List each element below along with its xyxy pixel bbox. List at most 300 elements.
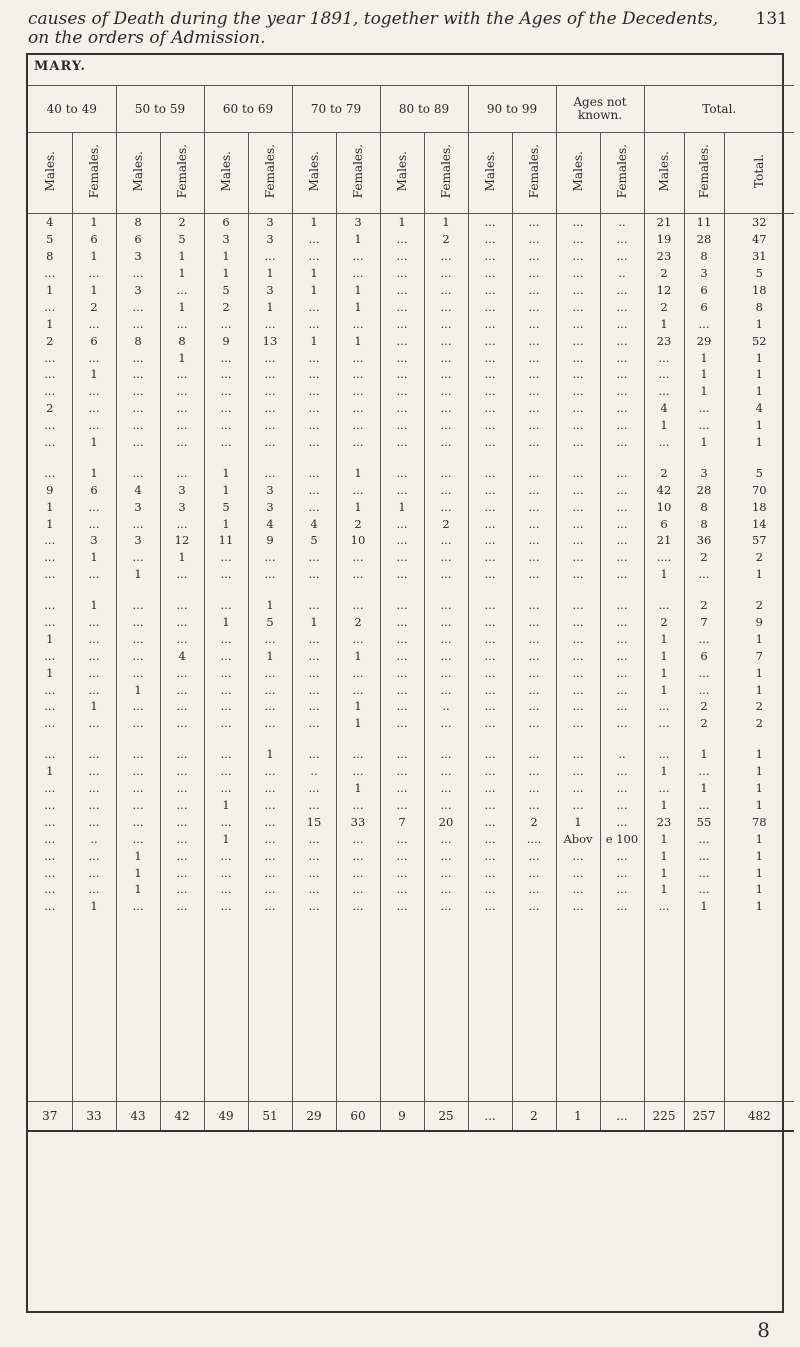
- table-cell: 52: [724, 332, 794, 349]
- table-cell: ...: [44, 418, 56, 433]
- table-cell: ...: [380, 830, 424, 847]
- table-cell: ...: [204, 813, 248, 830]
- table-cell: 1: [644, 566, 684, 583]
- table-cell: ...: [380, 282, 424, 299]
- table-cell: 1: [724, 383, 794, 400]
- table-cell: ...: [336, 630, 380, 647]
- table-cell: ...: [204, 434, 248, 451]
- table-cell: ...: [116, 349, 160, 366]
- table-cell: ...: [556, 746, 600, 763]
- table-cell: 19: [644, 231, 684, 248]
- table-cell: ...: [204, 597, 248, 614]
- column-header: [28, 133, 72, 214]
- table-row: [28, 315, 794, 332]
- table-cell: ...: [248, 830, 292, 847]
- table-cell: ...: [512, 481, 556, 498]
- table-cell: 1: [72, 366, 116, 383]
- table-row: [28, 349, 794, 366]
- table-cell: 14: [724, 515, 794, 532]
- table-cell: ...: [380, 298, 424, 315]
- table-cell: ...: [556, 366, 600, 383]
- table-cell: ...: [292, 464, 336, 481]
- table-cell: ...: [72, 498, 116, 515]
- table-cell: ...: [512, 298, 556, 315]
- table-cell: ...: [292, 597, 336, 614]
- table-cell: ...: [684, 881, 724, 898]
- table-cell: 1: [644, 315, 684, 332]
- header-line-1: causes of Death during the year 1891, together with the Ages of the Decedents,: [28, 9, 719, 29]
- table-cell: ...: [44, 814, 56, 829]
- table-cell: ...: [556, 847, 600, 864]
- table-row: [28, 630, 794, 647]
- table-cell: 36: [684, 532, 724, 549]
- table-cell: ...: [424, 597, 468, 614]
- table-cell: ...: [556, 780, 600, 797]
- table-cell: ...: [72, 797, 116, 814]
- table-cell: ...: [600, 780, 644, 797]
- table-cell: ...: [248, 797, 292, 814]
- table-cell: 1: [684, 434, 724, 451]
- table-cell: ...: [44, 533, 56, 548]
- table-cell: ...: [72, 746, 116, 763]
- table-cell: ...: [248, 366, 292, 383]
- table-cell: ...: [44, 648, 56, 663]
- table-cell: ...: [292, 400, 336, 417]
- table-cell: ...: [512, 315, 556, 332]
- table-cell: 1: [724, 349, 794, 366]
- table-cell: 2: [160, 214, 204, 231]
- table-cell: 1: [644, 417, 684, 434]
- table-cell: ...: [204, 417, 248, 434]
- page-header: [28, 10, 788, 48]
- column-header: [72, 133, 116, 214]
- table-cell: 28: [684, 231, 724, 248]
- table-cell: 1: [160, 549, 204, 566]
- table-cell: ...: [512, 763, 556, 780]
- table-cell: ...: [72, 349, 116, 366]
- table-cell: ...: [424, 332, 468, 349]
- table-cell: 1: [644, 847, 684, 864]
- total-cell: 1: [556, 1101, 600, 1131]
- table-cell: ...: [380, 383, 424, 400]
- table-cell: ...: [468, 214, 512, 231]
- table-cell: ...: [116, 597, 160, 614]
- table-cell: ...: [556, 282, 600, 299]
- table-cell: ...: [116, 515, 160, 532]
- table-cell: ...: [556, 549, 600, 566]
- table-cell: ...: [248, 715, 292, 732]
- table-cell: 9: [724, 614, 794, 631]
- table-cell: 9: [204, 332, 248, 349]
- table-cell: ...: [292, 481, 336, 498]
- table-cell: ...: [468, 383, 512, 400]
- table-cell: ...: [468, 265, 512, 282]
- table-cell: ...: [600, 549, 644, 566]
- table-cell: ...: [72, 780, 116, 797]
- table-row: [28, 664, 794, 681]
- table-cell: 2: [424, 231, 468, 248]
- table-cell: ..: [72, 830, 116, 847]
- table-cell: 1: [248, 746, 292, 763]
- table-cell: ...: [424, 647, 468, 664]
- table-cell: ...: [292, 681, 336, 698]
- table-cell: 1: [724, 847, 794, 864]
- table-cell: ...: [380, 715, 424, 732]
- table-cell: ...: [468, 647, 512, 664]
- table-cell: 6: [72, 231, 116, 248]
- table-cell: ...: [424, 532, 468, 549]
- table-cell: ...: [644, 698, 684, 715]
- table-cell: 1: [684, 780, 724, 797]
- table-cell: 1: [644, 647, 684, 664]
- table-cell: ...: [468, 349, 512, 366]
- table-cell: ...: [292, 566, 336, 583]
- table-cell: ...: [204, 566, 248, 583]
- table-cell: 2: [644, 464, 684, 481]
- table-cell: ...: [116, 298, 160, 315]
- table-cell: ...: [556, 797, 600, 814]
- table-cell: ...: [248, 417, 292, 434]
- table-cell: ...: [424, 434, 468, 451]
- table-row: [28, 248, 794, 265]
- table-cell: 1: [116, 864, 160, 881]
- table-cell: ...: [468, 464, 512, 481]
- table-cell: 2: [72, 298, 116, 315]
- total-cell: ...: [600, 1101, 644, 1131]
- table-cell: 8: [684, 515, 724, 532]
- table-cell: ...: [380, 630, 424, 647]
- table-cell: ...: [336, 566, 380, 583]
- table-cell: ...: [248, 813, 292, 830]
- column-header-label: Males.: [483, 150, 497, 192]
- table-cell: ...: [116, 664, 160, 681]
- table-cell: ...: [684, 847, 724, 864]
- table-cell: ...: [380, 597, 424, 614]
- table-cell: ...: [204, 664, 248, 681]
- table-row: [28, 532, 794, 549]
- table-cell: 1: [46, 631, 54, 646]
- table-cell: ...: [248, 664, 292, 681]
- table-cell: 1: [336, 282, 380, 299]
- table-cell: 2: [684, 698, 724, 715]
- table-cell: ...: [556, 881, 600, 898]
- table-cell: ...: [424, 664, 468, 681]
- table-cell: ...: [336, 797, 380, 814]
- table-cell: 1: [160, 349, 204, 366]
- table-cell: 1: [724, 898, 794, 915]
- table-cell: ...: [556, 332, 600, 349]
- table-cell: ...: [556, 383, 600, 400]
- table-cell: 70: [724, 481, 794, 498]
- header-line-2: on the orders of Admission.: [28, 28, 266, 48]
- table-cell: 1: [116, 847, 160, 864]
- table-cell: ...: [556, 214, 600, 231]
- column-header: [204, 133, 248, 214]
- column-header: [512, 133, 556, 214]
- table-cell: ...: [468, 298, 512, 315]
- table-cell: ...: [204, 630, 248, 647]
- table-cell: Abov: [556, 830, 600, 847]
- table-cell: ...: [292, 248, 336, 265]
- table-cell: ...: [424, 681, 468, 698]
- table-cell: ...: [600, 383, 644, 400]
- table-cell: ...: [556, 898, 600, 915]
- table-cell: 4: [116, 481, 160, 498]
- table-cell: ...: [468, 847, 512, 864]
- table-cell: 1: [72, 698, 116, 715]
- table-cell: ...: [512, 746, 556, 763]
- table-cell: ...: [600, 282, 644, 299]
- table-cell: 1: [46, 316, 54, 331]
- table-cell: ...: [556, 265, 600, 282]
- table-cell: ...: [424, 315, 468, 332]
- table-cell: ...: [116, 898, 160, 915]
- table-row: [28, 434, 794, 451]
- table-cell: ...: [556, 349, 600, 366]
- table-cell: ...: [160, 881, 204, 898]
- table-cell: 9: [46, 482, 54, 497]
- table-cell: ...: [380, 698, 424, 715]
- table-cell: 28: [684, 481, 724, 498]
- table-cell: ...: [160, 282, 204, 299]
- table-cell: ...: [684, 763, 724, 780]
- table-row: [28, 847, 794, 864]
- age-group-header: Total.: [644, 86, 794, 133]
- table-cell: ...: [204, 847, 248, 864]
- table-cell: ...: [424, 282, 468, 299]
- table-cell: ...: [684, 315, 724, 332]
- table-cell: ...: [468, 248, 512, 265]
- table-cell: ...: [44, 384, 56, 399]
- table-cell: ...: [468, 597, 512, 614]
- table-cell: 1: [46, 516, 54, 531]
- table-cell: ...: [116, 614, 160, 631]
- table-cell: 6: [204, 214, 248, 231]
- table-cell: ...: [468, 664, 512, 681]
- table-cell: 18: [724, 282, 794, 299]
- table-cell: ...: [600, 597, 644, 614]
- table-cell: ...: [468, 231, 512, 248]
- table-cell: 1: [724, 664, 794, 681]
- table-cell: ...: [512, 847, 556, 864]
- table-cell: ...: [512, 597, 556, 614]
- table-cell: ...: [644, 898, 684, 915]
- table-cell: 2: [724, 597, 794, 614]
- table-cell: 21: [644, 214, 684, 231]
- table-cell: ...: [72, 315, 116, 332]
- table-cell: ...: [336, 383, 380, 400]
- table-cell: ...: [248, 780, 292, 797]
- table-cell: ...: [292, 366, 336, 383]
- table-cell: 4: [248, 515, 292, 532]
- table-cell: 1: [204, 481, 248, 498]
- table-cell: ...: [512, 549, 556, 566]
- table-cell: ...: [160, 515, 204, 532]
- table-cell: ...: [468, 864, 512, 881]
- table-cell: 3: [684, 464, 724, 481]
- table-cell: ...: [556, 614, 600, 631]
- table-cell: ...: [424, 400, 468, 417]
- table-cell: 3: [116, 248, 160, 265]
- total-cell: 29: [292, 1101, 336, 1131]
- table-cell: 29: [684, 332, 724, 349]
- table-cell: ...: [468, 434, 512, 451]
- table-cell: 1: [248, 647, 292, 664]
- table-cell: 1: [724, 746, 794, 763]
- table-cell: ...: [336, 417, 380, 434]
- table-cell: ...: [600, 315, 644, 332]
- table-cell: ...: [160, 864, 204, 881]
- table-cell: ...: [556, 464, 600, 481]
- table-cell: ...: [336, 265, 380, 282]
- table-cell: 23: [644, 332, 684, 349]
- totals-row: [28, 1101, 794, 1131]
- table-cell: ...: [424, 366, 468, 383]
- table-cell: ...: [292, 664, 336, 681]
- table-cell: ...: [204, 549, 248, 566]
- table-cell: ...: [248, 383, 292, 400]
- table-cell: ...: [512, 864, 556, 881]
- table-cell: 12: [160, 532, 204, 549]
- table-cell: ...: [556, 715, 600, 732]
- table-row: [28, 515, 794, 532]
- table-cell: ...: [44, 797, 56, 812]
- table-cell: ...: [72, 813, 116, 830]
- table-cell: 33: [336, 813, 380, 830]
- table-cell: 1: [684, 383, 724, 400]
- table-cell: 1: [336, 332, 380, 349]
- table-cell: ...: [556, 434, 600, 451]
- table-cell: ...: [380, 532, 424, 549]
- table-cell: 3: [248, 282, 292, 299]
- table-cell: 5: [724, 265, 794, 282]
- age-group-header: 90 to 99: [468, 86, 556, 133]
- table-cell: 3: [248, 481, 292, 498]
- table-cell: 5: [46, 232, 54, 247]
- table-cell: ...: [292, 898, 336, 915]
- page-number: 131: [755, 9, 788, 29]
- table-cell: 2: [724, 698, 794, 715]
- table-row: [28, 282, 794, 299]
- table-cell: ...: [336, 746, 380, 763]
- table-cell: 12: [644, 282, 684, 299]
- table-cell: ...: [556, 647, 600, 664]
- table-row: [28, 366, 794, 383]
- table-cell: ...: [468, 763, 512, 780]
- table-cell: ...: [424, 898, 468, 915]
- table-cell: ...: [44, 682, 56, 697]
- table-cell: 2: [684, 549, 724, 566]
- table-cell: ..: [600, 214, 644, 231]
- table-cell: ...: [160, 847, 204, 864]
- table-cell: ...: [512, 614, 556, 631]
- table-cell: ...: [44, 747, 56, 762]
- total-cell: 33: [72, 1101, 116, 1131]
- table-cell: ...: [556, 298, 600, 315]
- table-cell: ...: [512, 383, 556, 400]
- table-cell: ...: [600, 400, 644, 417]
- table-cell: ...: [248, 681, 292, 698]
- table-cell: 1: [644, 881, 684, 898]
- table-cell: ...: [204, 780, 248, 797]
- table-cell: ...: [556, 864, 600, 881]
- column-header: [468, 133, 512, 214]
- age-group-header: Ages not known.: [556, 86, 644, 133]
- table-cell: ...: [160, 614, 204, 631]
- table-cell: ..: [600, 265, 644, 282]
- table-cell: ...: [160, 366, 204, 383]
- table-cell: ...: [72, 881, 116, 898]
- table-cell: ...: [512, 881, 556, 898]
- table-cell: ...: [116, 813, 160, 830]
- table-row: [28, 332, 794, 349]
- table-cell: ...: [292, 630, 336, 647]
- table-cell: ...: [424, 630, 468, 647]
- table-cell: ...: [424, 847, 468, 864]
- table-cell: ...: [684, 797, 724, 814]
- table-row: [28, 797, 794, 814]
- column-header-label: Males.: [219, 150, 233, 192]
- column-header: [724, 133, 794, 214]
- table-cell: 4: [160, 647, 204, 664]
- table-cell: ...: [116, 698, 160, 715]
- table-cell: 3: [204, 231, 248, 248]
- table-cell: 8: [684, 248, 724, 265]
- table-cell: ...: [512, 498, 556, 515]
- table-cell: ...: [512, 515, 556, 532]
- table-cell: ...: [44, 567, 56, 582]
- table-cell: 1: [72, 549, 116, 566]
- table-cell: ...: [44, 550, 56, 565]
- table-cell: ...: [72, 715, 116, 732]
- table-cell: ...: [336, 349, 380, 366]
- table-cell: ...: [600, 481, 644, 498]
- table-cell: ...: [116, 797, 160, 814]
- blank-space-row: [28, 915, 794, 1102]
- table-cell: ...: [160, 698, 204, 715]
- table-cell: 1: [72, 898, 116, 915]
- column-header-label: Females.: [351, 143, 365, 199]
- table-cell: 4: [46, 215, 54, 230]
- table-cell: 18: [724, 498, 794, 515]
- table-cell: 11: [684, 214, 724, 231]
- table-cell: ...: [72, 647, 116, 664]
- table-cell: ...: [380, 481, 424, 498]
- table-cell: ...: [336, 597, 380, 614]
- table-cell: 1: [336, 698, 380, 715]
- table-cell: 1: [204, 515, 248, 532]
- table-cell: 3: [160, 481, 204, 498]
- table-cell: ...: [292, 549, 336, 566]
- table-cell: ...: [160, 434, 204, 451]
- table-row: [28, 681, 794, 698]
- table-cell: ...: [424, 864, 468, 881]
- table-cell: ...: [116, 366, 160, 383]
- table-cell: ...: [556, 681, 600, 698]
- table-cell: ...: [424, 481, 468, 498]
- table-cell: 1: [204, 464, 248, 481]
- table-cell: ...: [424, 566, 468, 583]
- table-cell: ...: [424, 298, 468, 315]
- table-cell: 8: [684, 498, 724, 515]
- table-cell: 1: [724, 566, 794, 583]
- table-cell: ...: [336, 481, 380, 498]
- table-cell: ...: [380, 681, 424, 698]
- table-cell: ...: [160, 681, 204, 698]
- table-cell: ...: [116, 417, 160, 434]
- table-cell: 1: [644, 797, 684, 814]
- table-row: [28, 614, 794, 631]
